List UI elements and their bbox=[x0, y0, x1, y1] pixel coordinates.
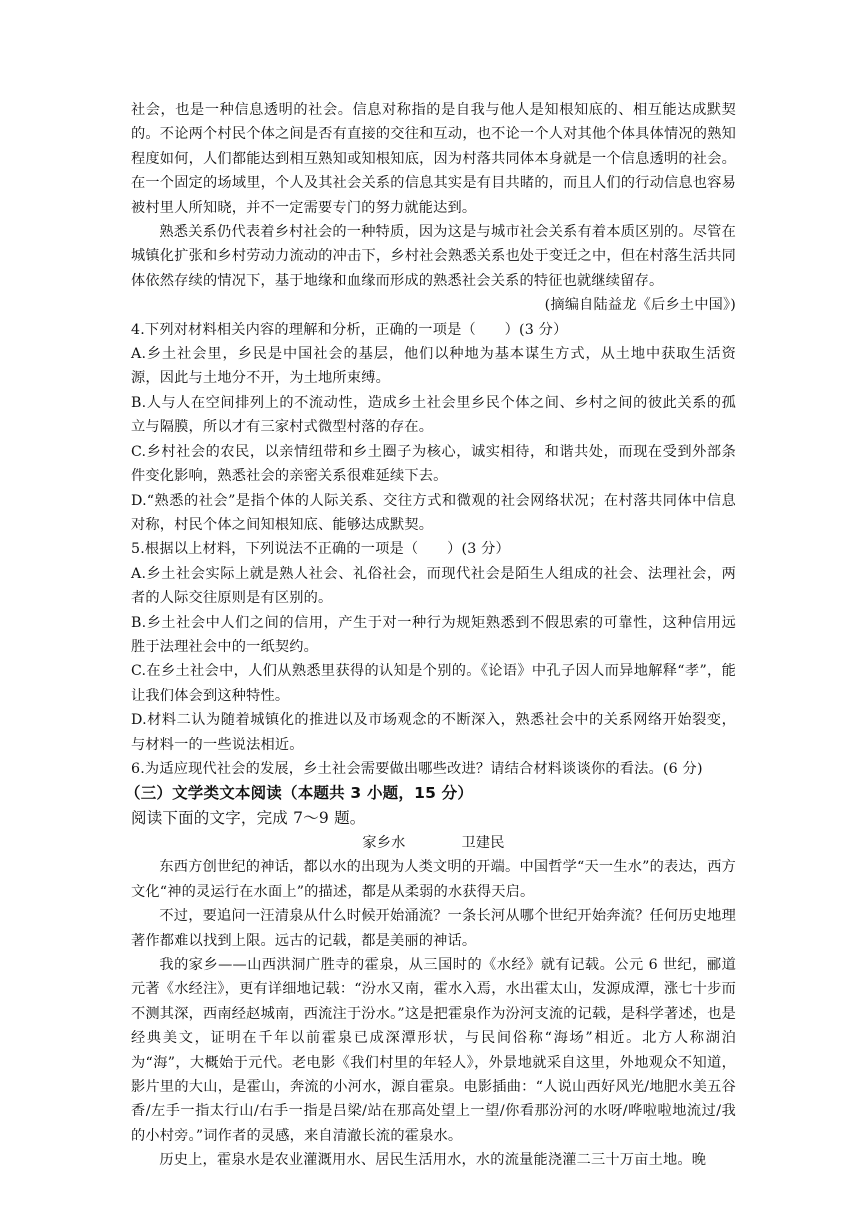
passage-paragraph: 社会，也是一种信息透明的社会。信息对称指的是自我与他人是知根知底的、相互能达成默契的。不论两个村民个体之间是否有直接的交往和互动，也不论一个人对其他个体具体情况的熟知程度如何，人们都能达到相互熟知或知根知底，因为村落共同体本身就是一个信息透明的社会。在一个固定的场域里，个人及其社会关系的信息其实是有目共睹的，而且人们的行动信息也容易被村里人所知晓，并不一定需要专门的努力就能达到。 bbox=[131, 102, 736, 216]
passage-paragraph bbox=[131, 220, 736, 314]
article-paragraph: 历史上，霍泉水是农业灌溉用水、居民生活用水，水的流量能浇灌二三十万亩土地。晚 bbox=[159, 1152, 707, 1169]
option-b: B.人与人在空间排列上的不流动性，造成乡土社会里乡民个体之间、乡村之间的彼此关系的孤立与隔膜，所以才有三家村式微型村落的存在。 bbox=[131, 394, 736, 436]
article-paragraph: 不过，要追问一汪清泉从什么时候开始涌流？一条长河从哪个世纪开始奔流？任何历史地理著作都难以找到上限。远古的记载，都是美丽的神话。 bbox=[131, 908, 736, 949]
passage-paragraph-text: 熟悉关系仍代表着乡村社会的一种特质，因为这是与城市社会关系有着本质区别的。尽管在城镇化扩张和乡村劳动力流动的冲击下，乡村社会熟悉关系也处于变迁之中，但在村落生活共同体依然存续的情况下，基于地缘和血缘而形成的熟悉社会关系的特征也就继续留存。 bbox=[131, 224, 736, 289]
question-stem: 6.为适应现代社会的发展，乡土社会需要做出哪些改进？请结合材料谈谈你的看法。(6 分) bbox=[131, 760, 703, 777]
reading-instruction: 阅读下面的文字，完成 7～9 题。 bbox=[131, 809, 366, 828]
question-stem: 5.根据以上材料，下列说法不正确的一项是（ ）(3 分） bbox=[131, 541, 510, 558]
document-page bbox=[125, 98, 736, 1173]
article-title: 家乡水 bbox=[362, 835, 406, 852]
option-a: A.乡土社会里，乡民是中国社会的基层，他们以种地为基本谋生方式，从土地中获取生活资源，因此与土地分不开，为土地所束缚。 bbox=[131, 346, 736, 387]
article-title-line bbox=[131, 831, 736, 855]
source-citation: (摘编自陆益龙《后乡土中国》) bbox=[544, 297, 736, 314]
option-d: D.“熟悉的社会”是指个体的人际关系、交往方式和微观的社会网络状况；在村落共同体中信息对称，村民个体之间知根知底、能够达成默契。 bbox=[131, 492, 736, 533]
article-paragraph: 我的家乡——山西洪洞广胜寺的霍泉，从三国时的《水经》就有记载。公元 6 世纪，郦道元著《水经注》，更有详细地记载：“汾水又南，霍水入焉，水出霍太山，发源成潭，涨七十步而不测其深，西南经赵城南，西流注于汾水。”这是把霍泉作为汾河支流的记载，是科学著述，也是经典美文，证明在千年以前霍泉已成深潭形状，与民间俗称“海场”相近。北方人称湖泊为“海”，大概始于元代。老电影《我们村里的年轻人》，外景地就采自这里，外地观众不知道，影片里的大山，是霍山，奔流的小河水，源自霍泉。电影插曲：“人说山西好风光/地肥水美五谷香/左手一指太行山/右手一指是吕梁/站在那高处望上一望/你看那汾河的水呀/哗啦啦地流过/我的小村旁。”词作者的灵感，来自清澈长流的霍泉水。 bbox=[131, 957, 736, 1144]
option-a: A.乡土社会实际上就是熟人社会、礼俗社会，而现代社会是陌生人组成的社会、法理社会，两者的人际交往原则是有区别的。 bbox=[131, 565, 736, 607]
article-author: 卫建民 bbox=[461, 835, 505, 852]
option-c: C.乡村社会的农民，以亲情纽带和乡土圈子为核心，诚实相待，和谐共处，而现在受到外部条件变化影响，熟悉社会的亲密关系很难延续下去。 bbox=[131, 443, 736, 485]
article-paragraph: 东西方创世纪的神话，都以水的出现为人类文明的开端。中国哲学“天一生水”的表达，西方文化“神的灵运行在水面上”的描述，都是从柔弱的水获得天启。 bbox=[131, 859, 736, 900]
section-heading: （三）文学类文本阅读（本题共 3 小题，15 分） bbox=[125, 784, 474, 803]
option-d: D.材料二认为随着城镇化的推进以及市场观念的不断深入，熟悉社会中的关系网络开始裂变，与材料一的一些说法相近。 bbox=[131, 712, 736, 753]
option-c: C.在乡土社会中，人们从熟悉里获得的认知是个别的。《论语》中孔子因人而异地解释“孝”，能让我们体会到这种特性。 bbox=[131, 663, 736, 704]
question-stem: 4.下列对材料相关内容的理解和分析，正确的一项是（ ）(3 分） bbox=[131, 321, 568, 338]
option-b: B.乡土社会中人们之间的信用，产生于对一种行为规矩熟悉到不假思索的可靠性，这种信用远胜于法理社会中的一纸契约。 bbox=[131, 614, 736, 655]
